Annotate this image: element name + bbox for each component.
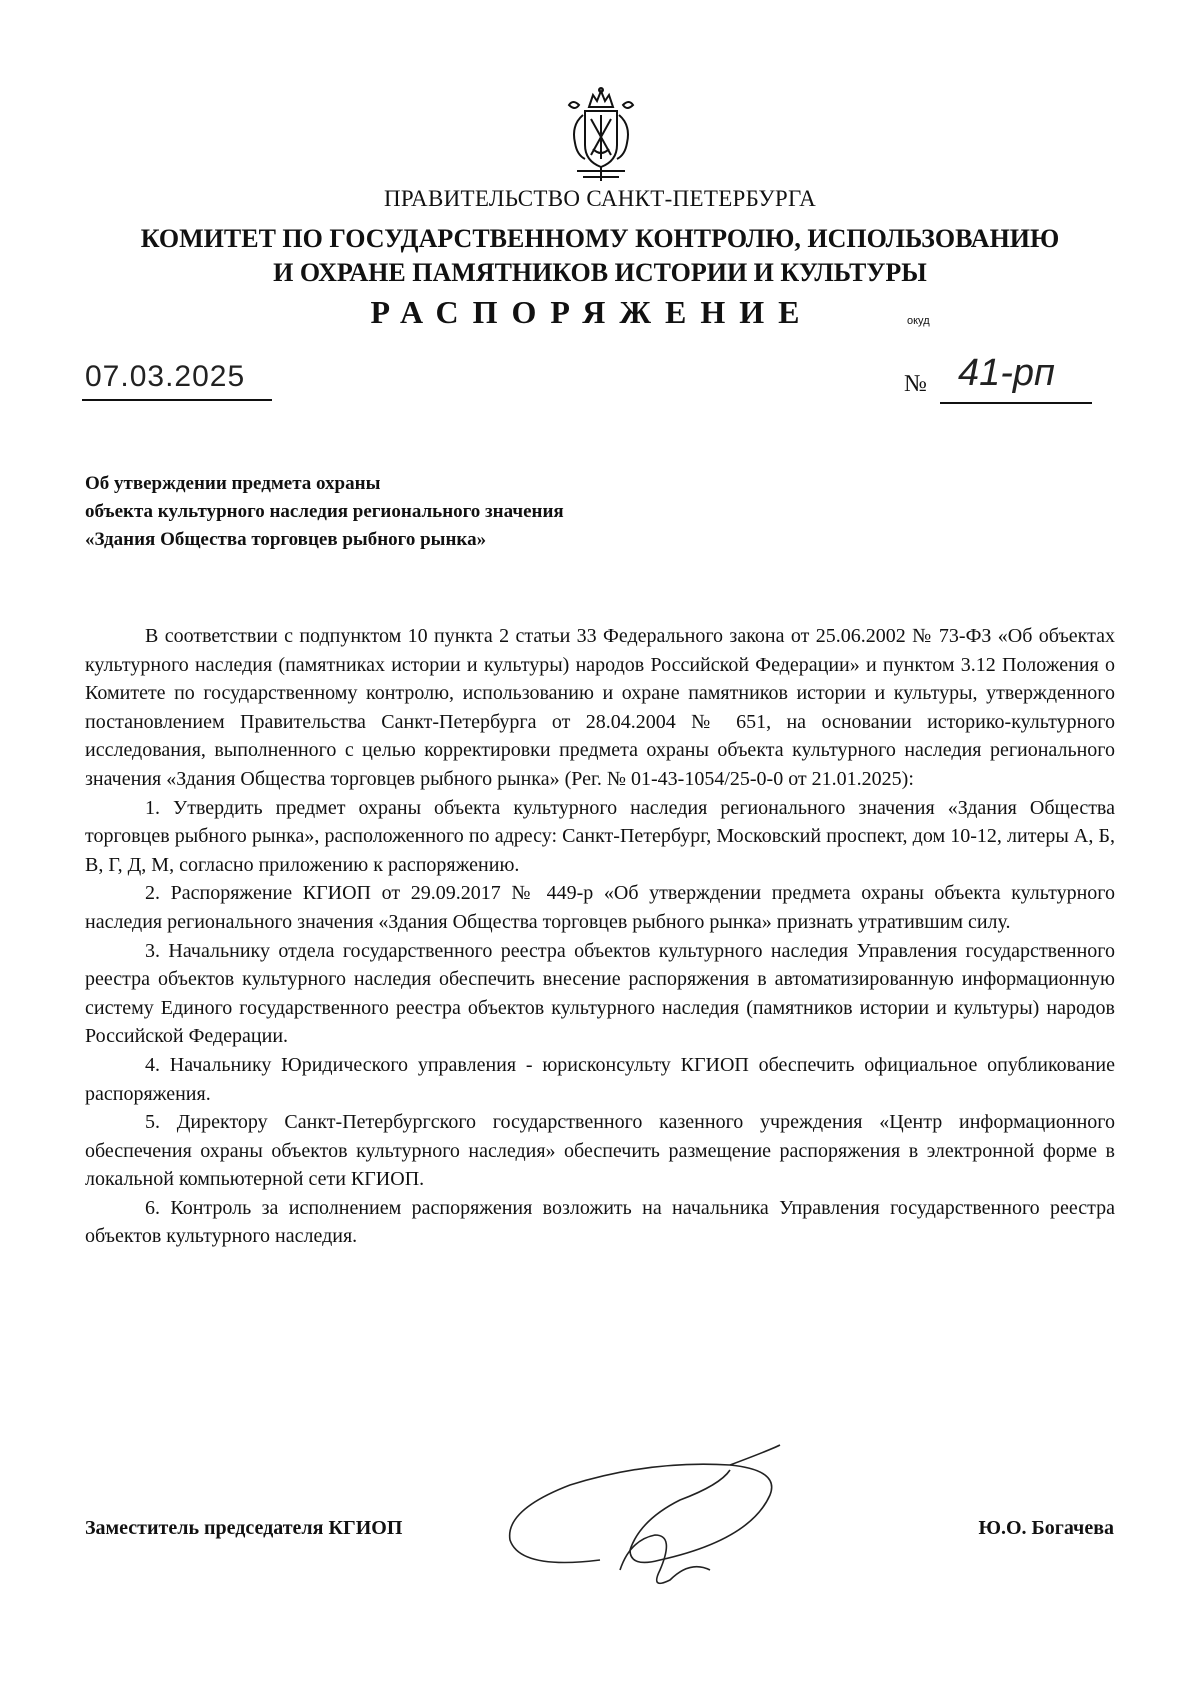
government-title: ПРАВИТЕЛЬСТВО САНКТ-ПЕТЕРБУРГА — [383, 186, 817, 211]
document-date: 07.03.2025 — [85, 360, 246, 393]
clause-1: 1. Утвердить предмет охраны объекта культурного наследия регионального значения «Здания Общества торговцев рыбного рынка», расположенного по адресу: Санкт-Петербург, Московский проспект, дом 10-12, литеры А, Б, В, Г, Д, М, согласно приложению к распоряжению. — [85, 796, 1115, 876]
preamble-paragraph: В соответствии с подпунктом 10 пункта 2 статьи 33 Федерального закона от 25.06.2002 № 73-ФЗ «Об объектах культурного наследия (памятниках истории и культуры) народов Российской Федерации» и пунктом 3.12 Положения о Комитете по государственному контролю, использованию и охране памятников истории и культуры, утвержденного постановлением Правительства Санкт-Петербурга от 28.04.2004 № 651, на основании историко-культурного исследования, выполненного с целью корректировки предмета охраны объекта культурного наследия регионального значения «Здания Общества торговцев рыбного рынка» (Рег. № 01-43-1054/25-0-0 от 21.01.2025): — [85, 625, 1115, 790]
clause-5: 5. Директору Санкт-Петербургского государственного казенного учреждения «Центр информационного обеспечения охраны объектов культурного наследия» обеспечить размещение распоряжения в электронной форме в локальной компьютерной сети КГИОП. — [85, 1111, 1115, 1191]
subject-line: Об утверждении предмета охраны — [85, 473, 381, 494]
date-underline — [82, 399, 272, 401]
document-type: РАСПОРЯЖЕНИЕ — [370, 294, 814, 330]
clause-2: 2. Распоряжение КГИОП от 29.09.2017 № 449-р «Об утверждении предмета охраны объекта культурного наследия регионального значения «Здания Общества торговцев рыбного рынка» признать утратившим силу. — [85, 882, 1115, 933]
signatory-title: Заместитель председателя КГИОП — [85, 1517, 403, 1539]
committee-title-line1: КОМИТЕТ ПО ГОСУДАРСТВЕННОМУ КОНТРОЛЮ, ИСПОЛЬЗОВАНИЮ — [140, 224, 1060, 253]
clause-6: 6. Контроль за исполнением распоряжения возложить на начальника Управления государственного реестра объектов культурного наследия. — [85, 1196, 1115, 1248]
document-body — [85, 622, 1115, 1251]
handwritten-signature — [480, 1440, 850, 1600]
subject-line: объекта культурного наследия регионального значения — [85, 501, 564, 522]
coat-of-arms-icon — [563, 85, 639, 185]
committee-title-line2: И ОХРАНЕ ПАМЯТНИКОВ ИСТОРИИ И КУЛЬТУРЫ — [273, 258, 927, 287]
document-subject — [85, 470, 564, 554]
clause-3: 3. Начальнику отдела государственного реестра объектов культурного наследия Управления государственного реестра объектов культурного наследия обеспечить внесение распоряжения в автоматизированную информационную систему Единого государственного реестра объектов культурного наследия (памятников истории и культуры) народов Российской Федерации. — [85, 939, 1115, 1048]
clause-4: 4. Начальнику Юридического управления - юрисконсульту КГИОП обеспечить официальное опубликование распоряжения. — [85, 1053, 1115, 1105]
number-underline — [940, 402, 1092, 404]
okud-label: окуд — [907, 315, 930, 327]
number-label: № — [904, 371, 927, 397]
signatory-name: Ю.О. Богачева — [978, 1517, 1114, 1539]
document-number: 41-рп — [958, 352, 1055, 394]
subject-line: «Здания Общества торговцев рыбного рынка» — [85, 529, 487, 550]
